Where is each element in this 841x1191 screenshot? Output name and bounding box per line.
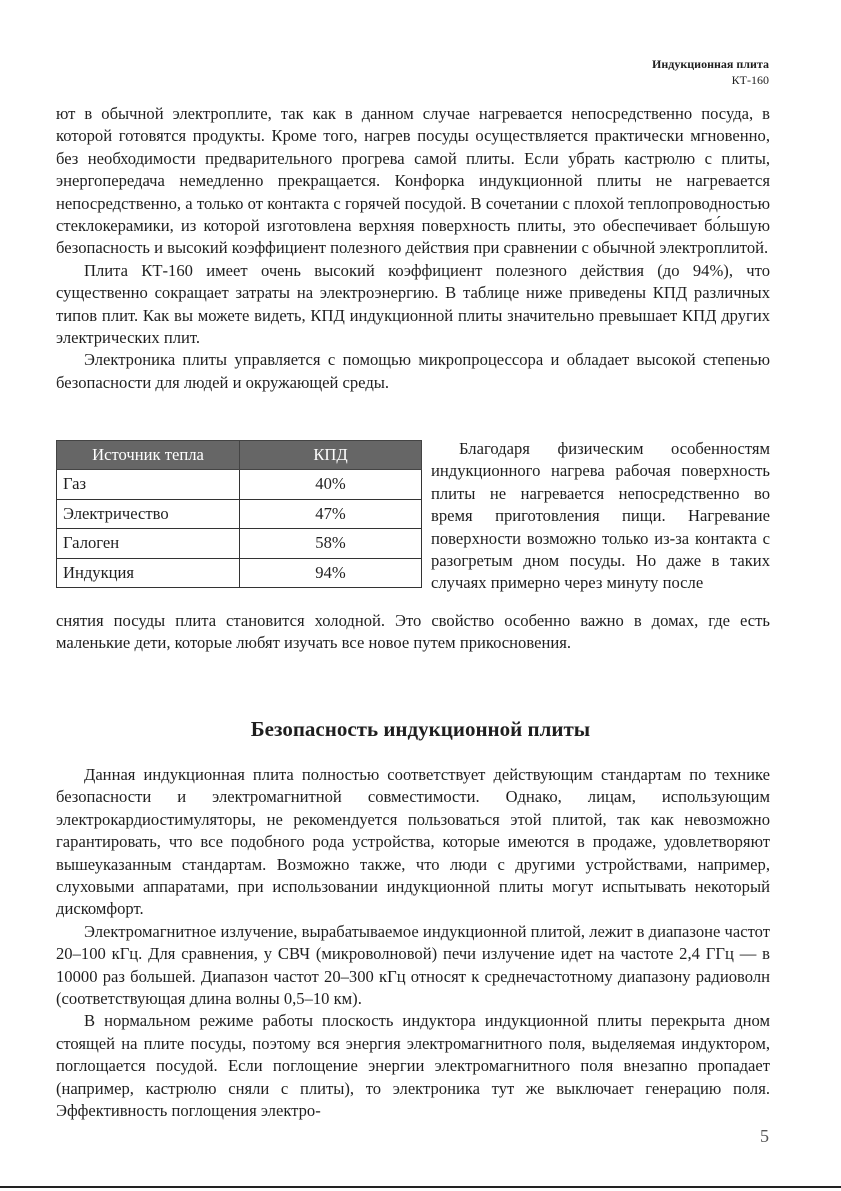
paragraph: В нормальном режиме работы плоскость индуктора индукционной плиты перекрыта дном стоящей на плите посуды, поэтому вся энергия электромагнитного поля, выделяемая индуктором, поглощается посудой. Если поглощение энергии электромагнитного поля внезапно пропадает (например, кастрюлю сняли с плиты), то электроника тут же выключает генерацию поля. Эффективность поглощения электро- (56, 1011, 770, 1121)
intro-text-block (56, 103, 770, 394)
side-text-block (431, 438, 770, 595)
paragraph: ют в обычной электроплите, так как в данном случае нагревается непосредственно посуда, в которой готовятся продукты. Кроме того, нагрев посуды осуществляется практически мгновенно, без необходимости предварительного прогрева самой плиты. Если убрать кастрюлю с плиты, энергопередача немедленно прекращается. Конфорка индукционной плиты не нагревается непосредственно, а только от контакта с горячей посудой. В сочетании с плохой теплопроводностью стеклокерамики, из которой изготовлена верхняя поверхность плиты, это обеспечивает бо́льшую безопасность и высокий коэффициент полезного действия при сравнении с обычной электроплитой. (56, 104, 770, 258)
paragraph: снятия посуды плита становится холодной. Это свойство особенно важно в домах, где есть маленькие дети, которые любят изучать все новое путем прикосновения. (56, 611, 770, 653)
table-row (57, 529, 422, 559)
cell-source: Галоген (57, 529, 240, 559)
running-header (652, 56, 769, 88)
paragraph: Электроника плиты управляется с помощью микропроцессора и обладает высокой степенью безопасности для людей и окружающей среды. (56, 350, 770, 392)
cell-source: Газ (57, 470, 240, 500)
efficiency-table-container (56, 440, 422, 588)
cell-efficiency: 47% (240, 499, 422, 529)
efficiency-table (56, 440, 422, 588)
column-header-efficiency: КПД (240, 441, 422, 470)
paragraph: Данная индукционная плита полностью соответствует действующим стандартам по технике безопасности и электромагнитной совместимости. Однако, лицам, использующим электрокардиостимуляторы, не рекомендуется пользоваться этой плитой, так как невозможно гарантировать, что все подобного рода устройства, которые имеются в продаже, удовлетворяют вышеуказанным стандартам. Возможно также, что люди с другими устройствами, например, слуховыми аппаратами, при использовании индукционной плиты могут испытывать некоторый дискомфорт. (56, 765, 770, 919)
cell-efficiency: 40% (240, 470, 422, 500)
section-title: Безопасность индукционной плиты (250, 717, 591, 741)
table-header-row (57, 441, 422, 470)
column-header-source: Источник тепла (57, 441, 240, 470)
safety-text-block (56, 764, 770, 1123)
paragraph: Электромагнитное излучение, вырабатываемое индукционной плитой, лежит в диапазоне частот 20–100 кГц. Для сравнения, у СВЧ (микроволновой) печи излучение идет на частоте 2,4 ГГц — в 10000 раз большей. Диапазон частот 20–300 кГц относят к среднечастотному диапазону радиоволн (соответствующая длина волны 0,5–10 км). (56, 921, 770, 1009)
table-row (57, 558, 422, 588)
table-row (57, 470, 422, 500)
continuation-text (56, 610, 770, 655)
cell-efficiency: 58% (240, 529, 422, 559)
cell-source: Электричество (57, 499, 240, 529)
bottom-rule (0, 1186, 841, 1188)
cell-source: Индукция (57, 558, 240, 588)
paragraph: Плита КТ-160 имеет очень высокий коэффициент полезного действия (до 94%), что существенно сокращает затраты на электроэнергию. В таблице ниже приведены КПД различных типов плит. Как вы можете видеть, КПД индукционной плиты значительно превышает КПД других электрических плит. (56, 260, 770, 348)
header-model: КТ-160 (731, 73, 769, 87)
page-number: 5 (760, 1126, 769, 1146)
header-title: Индукционная плита (652, 57, 769, 71)
paragraph: Благодаря физическим особенностям индукционного нагрева рабочая поверхность плиты не нагревается непосредственно во время приготовления пищи. Нагревание поверхности возможно только из-за контакта с разогретым дном посуды. Но даже в таких случаях примерно через минуту после (431, 439, 770, 593)
cell-efficiency: 94% (240, 558, 422, 588)
table-row (57, 499, 422, 529)
